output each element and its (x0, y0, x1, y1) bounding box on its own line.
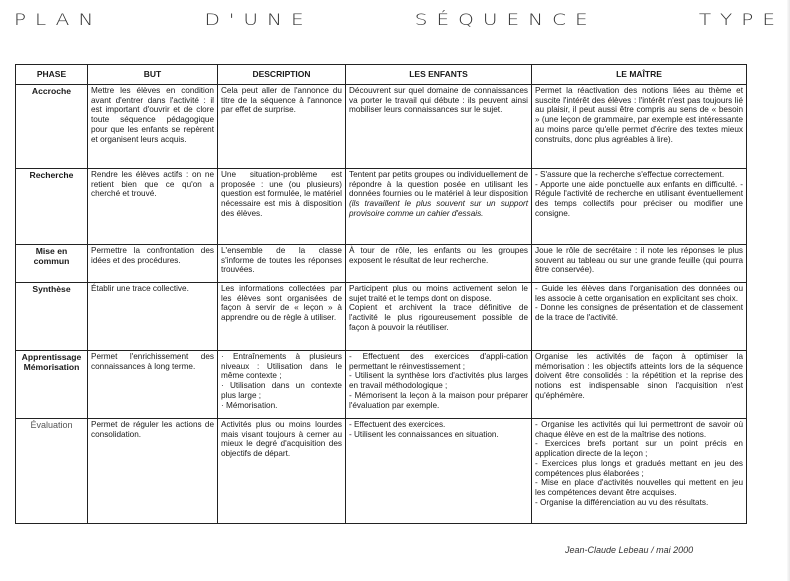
enfants-cell (346, 245, 532, 283)
but-cell (88, 351, 218, 419)
enfants-italic-text: (ils travaillent le plus souvent sur un support provisoire comme un cahier d'essais. (349, 199, 528, 218)
enfants-cell (346, 351, 532, 419)
enfants-text: - Effectuent des exercices d'appli-cation permettant le réinvestissement ; - Utilisent la synthèse lors d'activités plus larges en travail méthodologique ; - Mémorisent la leçon à la maison pour préparer l'évaluation par exemple. (349, 352, 528, 410)
but-text: Permet l'enrichissement des connaissances à long terme. (91, 352, 214, 371)
enfants-cell (346, 419, 532, 524)
title-word: TYPE (698, 10, 784, 30)
description-cell (218, 419, 346, 524)
but-text: Permet de réguler les actions de consolidation. (91, 420, 214, 439)
enfants-text: - Effectuent des exercices. - Utilisent les connaissances en situation. (349, 420, 499, 439)
header-enfants: LES ENFANTS (346, 65, 532, 85)
but-text: Permettre la confrontation des idées et des procédures. (91, 246, 214, 265)
enfants-cell (346, 169, 532, 245)
description-cell (218, 351, 346, 419)
description-text: L'ensemble de la classe s'informe de toutes les réponses trouvées. (221, 246, 342, 275)
enfants-text: Tentent par petits groupes ou individuellement de répondre à la question posée en utilisant les données fournies ou le matériel à leur disposition (349, 170, 528, 199)
phase-cell: Apprentissage Mémorisation (16, 351, 88, 419)
maitre-text: - Guide les élèves dans l'organisation des données ou les associe à cette organisation en explicitant ses choix. - Donne les consignes de présentation et de classement de la trace de l'activité. (535, 284, 743, 323)
description-cell (218, 245, 346, 283)
table-row (16, 283, 747, 351)
table-row (16, 351, 747, 419)
table-row (16, 85, 747, 169)
but-cell (88, 169, 218, 245)
header-but: BUT (88, 65, 218, 85)
table-row (16, 419, 747, 524)
sequence-table (15, 64, 747, 524)
enfants-cell (346, 85, 532, 169)
maitre-cell (532, 169, 747, 245)
maitre-cell (532, 85, 747, 169)
but-cell (88, 85, 218, 169)
phase-cell: Évaluation (16, 419, 88, 524)
but-cell (88, 419, 218, 524)
maitre-text: - Organise les activités qui lui permettront de savoir où chaque élève en est de la maîtrise des notions. - Exercices brefs portant sur un point précis en application directe de la leçon ; - Exercices plus longs et gradués mettant en jeu des compétences plus élaborées ; - Mise en place d'activités nouvelles qui mettent en jeu les compétences devant être acquises. - Organise la différenciation au vu des résultats. (535, 420, 743, 507)
phase-cell: Accroche (16, 85, 88, 169)
title-word: SÉQUENCE (414, 10, 597, 30)
maitre-cell (532, 245, 747, 283)
but-cell (88, 245, 218, 283)
description-cell (218, 169, 346, 245)
maitre-cell (532, 283, 747, 351)
maitre-text: - S'assure que la recherche s'effectue correctement. - Apporte une aide ponctuelle aux enfants en difficulté. - Régule l'activité de recherche en utilisant éventuellement des temps collectifs pour préciser ou modifier une consigne. (535, 170, 743, 218)
author-signature: Jean-Claude Lebeau / mai 2000 (565, 545, 694, 555)
description-text: Les informations collectées par les élèves sont organisées de façon à servir de « leçon » à apprendre ou de règle à utiliser. (221, 284, 342, 323)
description-cell (218, 283, 346, 351)
phase-cell: Recherche (16, 169, 88, 245)
but-text: Établir une trace collective. (91, 284, 189, 293)
title-word: PLAN (14, 10, 103, 30)
header-description: DESCRIPTION (218, 65, 346, 85)
but-cell (88, 283, 218, 351)
title-word: D'UNE (204, 10, 313, 30)
but-text: Rendre les élèves actifs : on ne retient bien que ce qu'on a cherché et trouvé. (91, 170, 214, 199)
maitre-text: Permet la réactivation des notions liées au thème et suscite l'intérêt des élèves : l'intérêt n'est pas toujours lié au plaisir, il peut aussi être compris au sens de « besoin » (une leçon de grammaire, par exemple est intéressante au moins parce qu'elle permet d'écrire des textes mieux construits, donc plus agréables à lire). (535, 86, 743, 144)
phase-cell: Mise en commun (16, 245, 88, 283)
maitre-cell (532, 351, 747, 419)
description-text: Cela peut aller de l'annonce du titre de la séquence à l'annonce par effet de surprise. (221, 86, 342, 115)
enfants-text: Découvrent sur quel domaine de connaissances va porter le travail qui débute : ils peuvent ainsi mobiliser leurs connaissances sur le sujet. (349, 86, 528, 115)
table-header-row (16, 65, 747, 85)
but-text: Mettre les élèves en condition avant d'entrer dans l'activité : il est important d'ouvrir et de clore toute séquence pédagogique pour que les enfants se repèrent et organisent leurs acquis. (91, 86, 214, 144)
maitre-text: Organise les activités de façon à optimiser la mémorisation : les objectifs atteints lors de la séquence doivent être consolidés : la répétition et la reprise des notions est indispensable sinon l'acquisition n'est qu'éphémère. (535, 352, 743, 400)
maitre-text: Joue le rôle de secrétaire : il note les réponses le plus souvent au tableau ou sur une grande feuille (qui pourra être conservée). (535, 246, 743, 275)
maitre-cell (532, 419, 747, 524)
description-text: Une situation-problème est proposée : une (ou plusieurs) question est formulée, le matériel nécessaire est mis à disposition des élèves. (221, 170, 342, 218)
description-cell (218, 85, 346, 169)
enfants-text: Participent plus ou moins activement selon le sujet traité et le temps dont on dispose. Copient et archivent la trace définitive de l'activité le plus rigoureusement possible de façon à pouvoir la réutiliser. (349, 284, 528, 332)
table-row (16, 169, 747, 245)
enfants-cell (346, 283, 532, 351)
header-phase: PHASE (16, 65, 88, 85)
page-title (14, 10, 784, 29)
header-maitre: LE MAÎTRE (532, 65, 747, 85)
table-row (16, 245, 747, 283)
description-text: Activités plus ou moins lourdes mais visant toujours à cerner au mieux le degré d'acquisition des objectifs de départ. (221, 420, 342, 459)
enfants-text: À tour de rôle, les enfants ou les groupes exposent le résultat de leur recherche. (349, 246, 528, 265)
phase-cell: Synthèse (16, 283, 88, 351)
description-text: · Entraînements à plusieurs niveaux : Utilisation dans le même contexte ; · Utilisation dans un contexte plus large ; · Mémorisation. (221, 352, 342, 410)
